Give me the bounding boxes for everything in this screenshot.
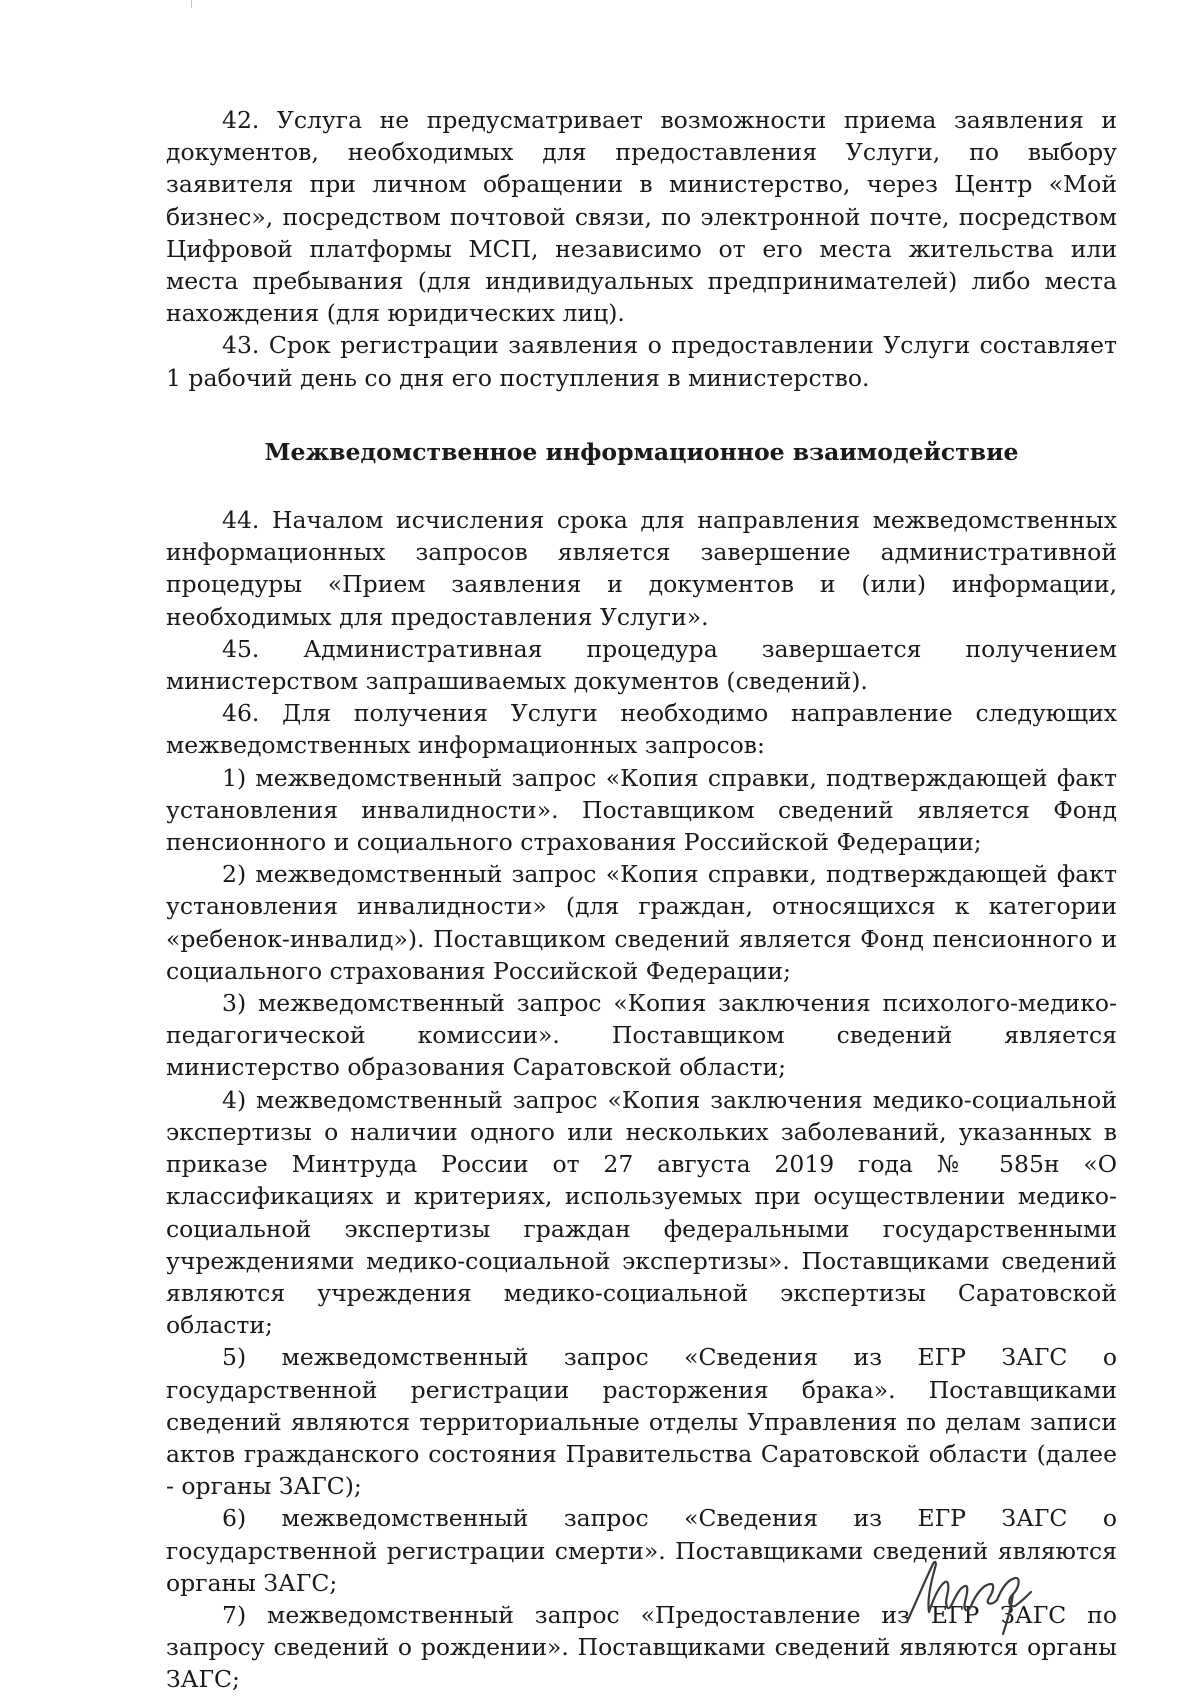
list-item-1: 1) межведомственный запрос «Копия справки, подтверждающей факт установления инвалидности». Поставщиком сведений является Фонд пенсионного и социального страхования Российской Федерации;: [166, 763, 1117, 857]
list-item-7: 7) межведомственный запрос «Предоставление из ЕГР ЗАГС по запросу сведений о рождении». Поставщиками сведений являются органы ЗАГС;: [166, 1600, 1117, 1694]
paragraph-46: 46. Для получения Услуги необходимо направление следующих межведомственных информационных запросов:: [166, 699, 1117, 760]
paragraph-43: 43. Срок регистрации заявления о предоставлении Услуги составляет 1 рабочий день со дня его поступления в министерство.: [166, 331, 1117, 392]
list-item-3: 3) межведомственный запрос «Копия заключения психолого-медико-педагогической комиссии». Поставщиком сведений является министерство образования Саратовской области;: [166, 989, 1117, 1082]
list-item-4: 4) межведомственный запрос «Копия заключения медико-социальной экспертизы о наличии одного или нескольких заболеваний, указанных в приказе Минтруда России от 27 августа 2019 года № 585н «О классификациях и критериях, используемых при осуществлении медико-социальной экспертизы граждан федеральными государственными учреждениями медико-социальной экспертизы». Поставщиками сведений являются учреждения медико-социальной экспертизы Саратовской области;: [166, 1085, 1117, 1340]
document-body: [166, 104, 1117, 1696]
paragraph-45: 45. Административная процедура завершается получением министерством запрашиваемых документов (сведений).: [166, 634, 1117, 696]
handwritten-signature: [893, 1530, 1053, 1640]
paragraph-44: 44. Началом исчисления срока для направления межведомственных информационных запросов является завершение административной процедуры «Прием заявления и документов и (или) информации, необходимых для предоставления Услуги».: [166, 506, 1117, 631]
section-heading: Межведомственное информационное взаимодействие: [264, 437, 1019, 466]
list-item-5: 5) межведомственный запрос «Сведения из ЕГР ЗАГС о государственной регистрации расторжения брака». Поставщиками сведений являются территориальные отделы Управления по делам записи актов гражданского состояния Правительства Саратовской области (далее - органы ЗАГС);: [166, 1343, 1117, 1501]
list-item-2: 2) межведомственный запрос «Копия справки, подтверждающей факт установления инвалидности» (для граждан, относящихся к категории «ребенок-инвалид»). Поставщиком сведений является Фонд пенсионного и социального страхования Российской Федерации;: [166, 860, 1117, 985]
paragraph-42: 42. Услуга не предусматривает возможности приема заявления и документов, необходимых для предоставления Услуги, по выбору заявителя при личном обращении в министерство, через Центр «Мой бизнес», посредством почтовой связи, по электронной почте, посредством Цифровой платформы МСП, независимо от его места жительства или места пребывания (для индивидуальных предпринимателей) либо места нахождения (для юридических лиц).: [166, 106, 1117, 328]
list-item-6: 6) межведомственный запрос «Сведения из ЕГР ЗАГС о государственной регистрации смерти». Поставщиками сведений являются органы ЗАГС;: [166, 1504, 1117, 1597]
scan-mark: [191, 0, 192, 8]
